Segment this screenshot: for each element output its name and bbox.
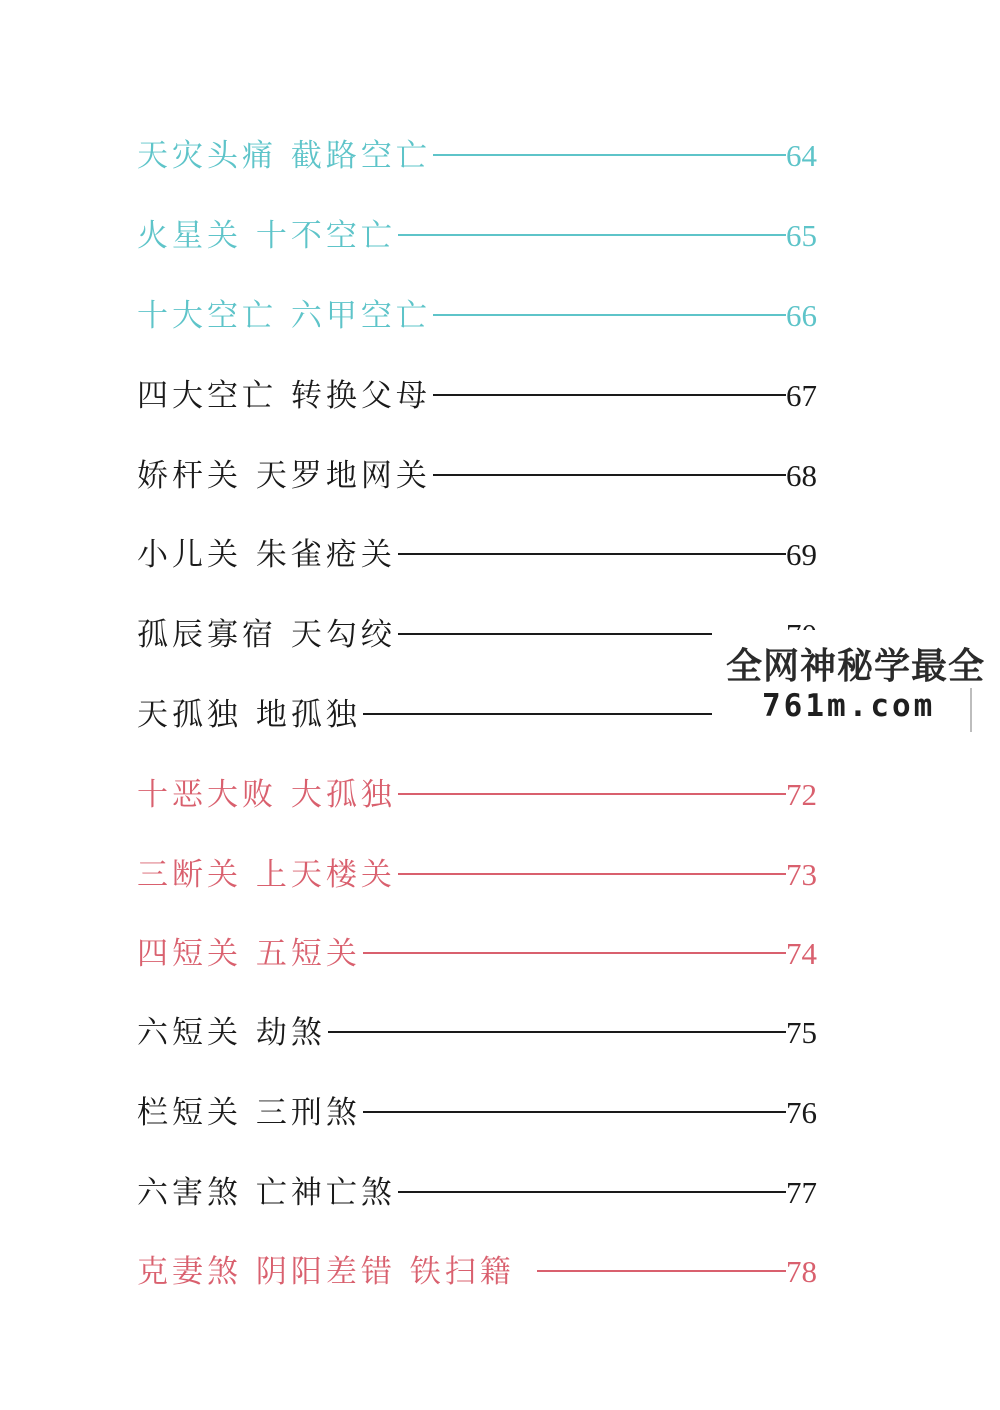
toc-entry-title: 小儿关 朱雀疮关	[137, 537, 396, 573]
toc-leader-line	[433, 474, 786, 476]
toc-entry-title: 娇杆关 天罗地网关	[137, 458, 431, 494]
toc-page-number: 75	[786, 1015, 817, 1050]
toc-leader-line	[398, 234, 786, 236]
toc-entry-title: 天灾头痛 截路空亡	[137, 138, 431, 174]
toc-page-number: 74	[786, 936, 817, 971]
toc-entry-title: 十大空亡 六甲空亡	[137, 298, 431, 334]
toc-entry-title: 克妻煞 阴阳差错 铁扫籍	[137, 1254, 515, 1290]
toc-page-number: 72	[786, 777, 817, 812]
toc-page-number: 69	[786, 537, 817, 572]
toc-leader-line	[537, 1270, 786, 1272]
toc-entry	[137, 929, 817, 979]
toc-page-number: 73	[786, 857, 817, 892]
toc-leader-line	[433, 314, 786, 316]
toc-leader-line	[328, 1031, 786, 1033]
toc-page-number: 68	[786, 458, 817, 493]
toc-page-number: 76	[786, 1095, 817, 1130]
watermark-url: 761m.com	[762, 688, 936, 724]
toc-page-number: 67	[786, 378, 817, 413]
toc-entry	[137, 371, 817, 421]
toc-leader-line	[433, 394, 786, 396]
toc-entry	[137, 530, 817, 580]
watermark-overlay	[712, 630, 1000, 738]
toc-page-number: 78	[786, 1254, 817, 1289]
toc-entry	[137, 451, 817, 501]
toc-entry	[137, 1088, 817, 1138]
toc-entry-title: 三断关 上天楼关	[137, 857, 396, 893]
toc-entry	[137, 1247, 817, 1297]
toc-entry-title: 天孤独 地孤独	[137, 697, 361, 733]
toc-leader-line	[398, 553, 786, 555]
toc-page-number: 64	[786, 138, 817, 173]
toc-entry	[137, 1168, 817, 1218]
toc-entry	[137, 131, 817, 181]
toc-entry-title: 六害煞 亡神亡煞	[137, 1175, 396, 1211]
toc-leader-line	[433, 154, 786, 156]
watermark-divider	[970, 688, 972, 732]
toc-leader-line	[363, 952, 786, 954]
toc-page-number: 66	[786, 298, 817, 333]
toc-entry	[137, 770, 817, 820]
toc-entry	[137, 291, 817, 341]
toc-entry	[137, 1008, 817, 1058]
toc-leader-line	[398, 793, 786, 795]
toc-leader-line	[363, 1111, 786, 1113]
toc-entry-title: 六短关 劫煞	[137, 1015, 326, 1051]
toc-page-number: 65	[786, 218, 817, 253]
toc-entry-title: 十恶大败 大孤独	[137, 777, 396, 813]
toc-page-number: 77	[786, 1175, 817, 1210]
toc-entry-title: 栏短关 三刑煞	[137, 1095, 361, 1131]
toc-entry-title: 孤辰寡宿 天勾绞	[137, 617, 396, 653]
toc-entry	[137, 850, 817, 900]
toc-entry	[137, 211, 817, 261]
toc-leader-line	[398, 1191, 786, 1193]
watermark-title: 全网神秘学最全	[726, 646, 986, 687]
toc-leader-line	[398, 873, 786, 875]
toc-entry-title: 火星关 十不空亡	[137, 218, 396, 254]
toc-entry-title: 四大空亡 转换父母	[137, 378, 431, 414]
toc-entry-title: 四短关 五短关	[137, 936, 361, 972]
